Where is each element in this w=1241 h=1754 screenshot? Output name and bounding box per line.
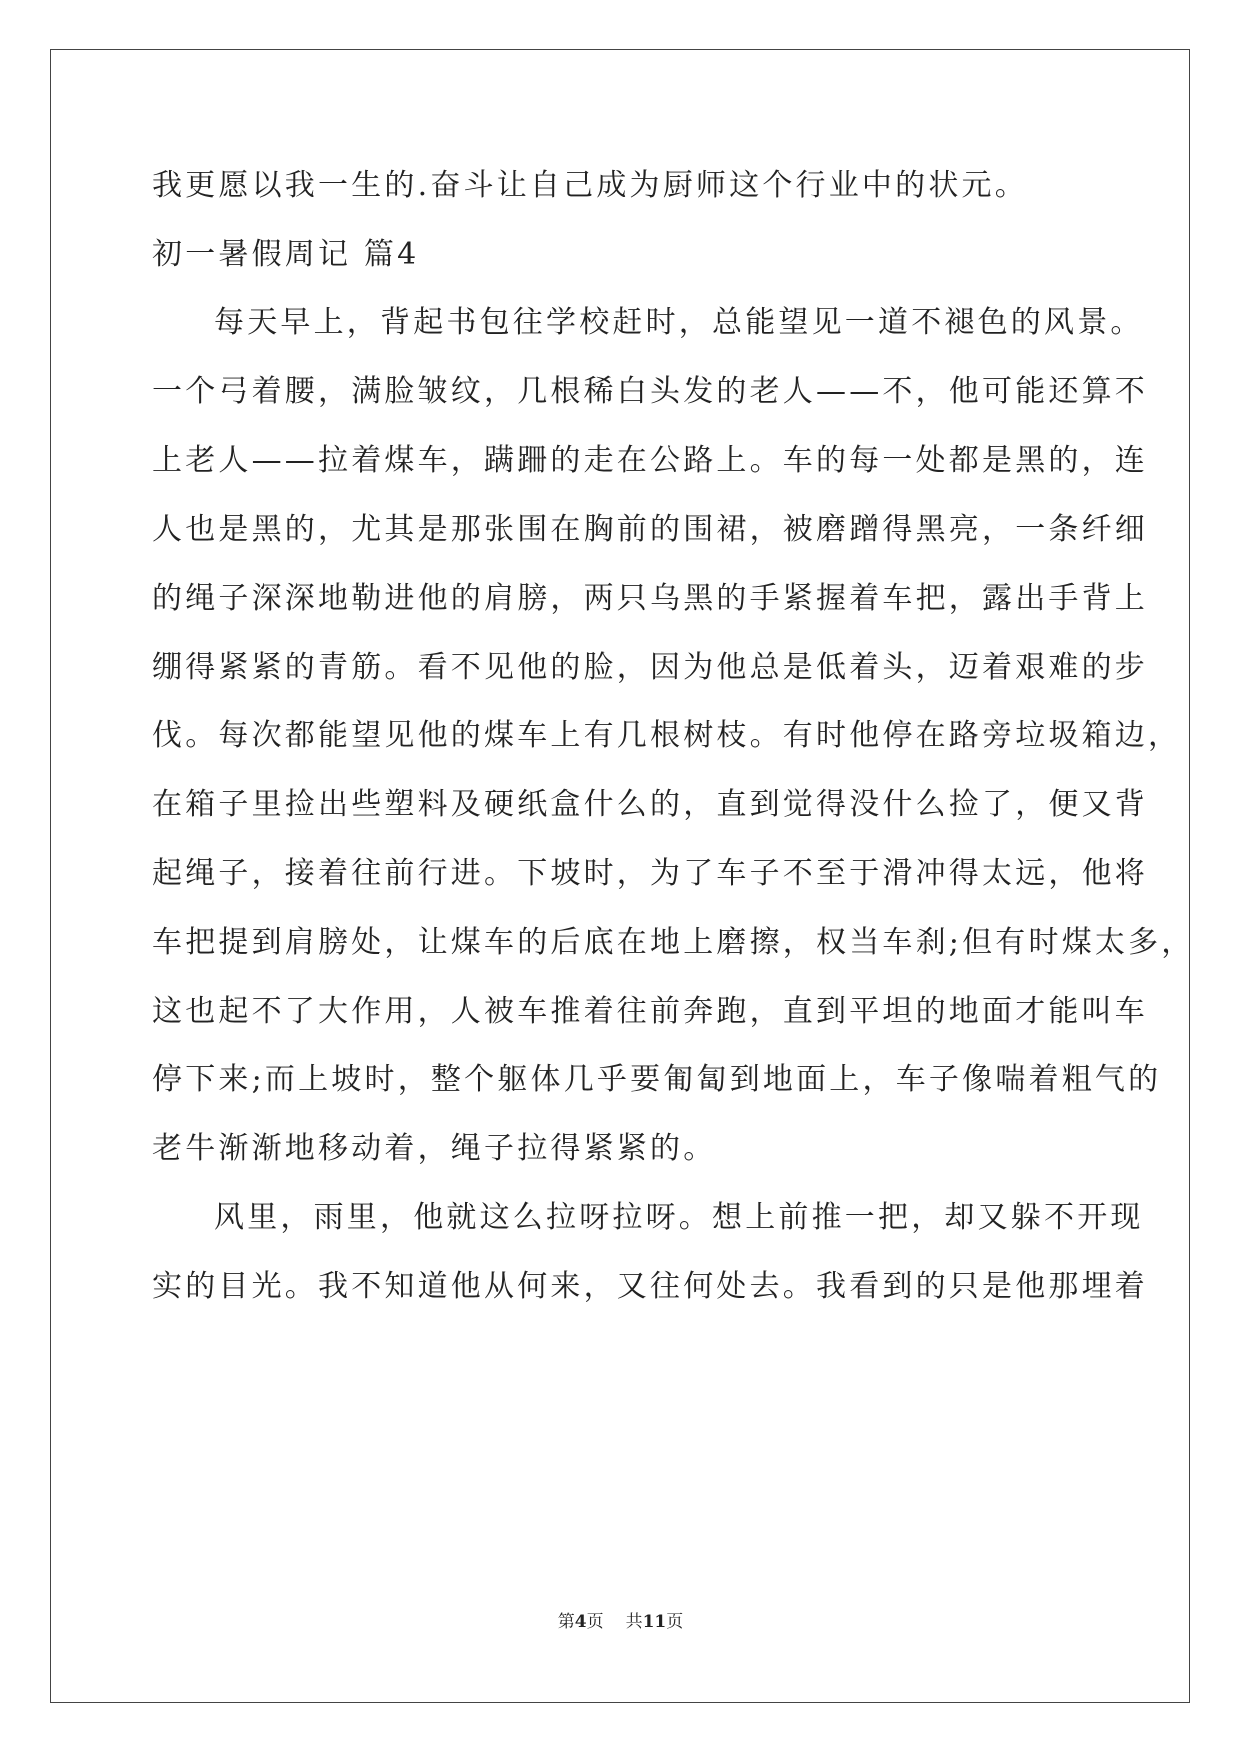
text-line: 绷得紧紧的青筋。看不见他的脸，因为他总是低着头，迈着艰难的步 <box>152 650 1148 685</box>
text-line: 上老人——拉着煤车，蹒跚的走在公路上。车的每一处都是黑的，连 <box>152 443 1148 478</box>
text-line: 停下来;而上坡时，整个躯体几乎要匍匐到地面上，车子像喘着粗气的 <box>152 1062 1162 1097</box>
text-line: 车把提到肩膀处，让煤车的后底在地上磨擦，权当车刹;但有时煤太多， <box>152 925 1195 960</box>
text-line: 一个弓着腰，满脸皱纹，几根稀白头发的老人——不，他可能还算不 <box>152 374 1148 409</box>
page-suffix: 页 <box>586 1612 604 1632</box>
page-footer <box>0 1611 1241 1633</box>
page-number: 4 <box>574 1612 587 1632</box>
total-suffix: 页 <box>666 1612 684 1632</box>
text-line: 风里，雨里，他就这么拉呀拉呀。想上前推一把，却又躲不开现 <box>214 1200 1144 1235</box>
text-line: 伐。每次都能望见他的煤车上有几根树枝。有时他停在路旁垃圾箱边， <box>152 718 1182 753</box>
text-line: 人也是黑的，尤其是那张围在胸前的围裙，被磨蹭得黑亮，一条纤细 <box>152 512 1148 547</box>
text-line: 起绳子，接着往前行进。下坡时，为了车子不至于滑冲得太远，他将 <box>152 856 1148 891</box>
total-prefix: 共 <box>625 1612 643 1632</box>
text-line: 老牛渐渐地移动着，绳子拉得紧紧的。 <box>152 1131 717 1166</box>
text-line: 我更愿以我一生的.奋斗让自己成为厨师这个行业中的状元。 <box>152 168 1028 203</box>
text-line: 这也起不了大作用，人被车推着往前奔跑，直到平坦的地面才能叫车 <box>152 994 1148 1029</box>
text-line: 在箱子里捡出些塑料及硬纸盒什么的，直到觉得没什么捡了，便又背 <box>152 787 1148 822</box>
page-prefix: 第 <box>557 1612 575 1632</box>
text-line: 实的目光。我不知道他从何来，又往何处去。我看到的只是他那埋着 <box>152 1269 1148 1304</box>
text-line: 每天早上，背起书包往学校赶时，总能望见一道不褪色的风景。 <box>214 305 1144 340</box>
total-pages: 11 <box>642 1612 667 1632</box>
section-heading: 初一暑假周记 篇4 <box>152 237 420 272</box>
text-line: 的绳子深深地勒进他的肩膀，两只乌黑的手紧握着车把，露出手背上 <box>152 581 1148 616</box>
